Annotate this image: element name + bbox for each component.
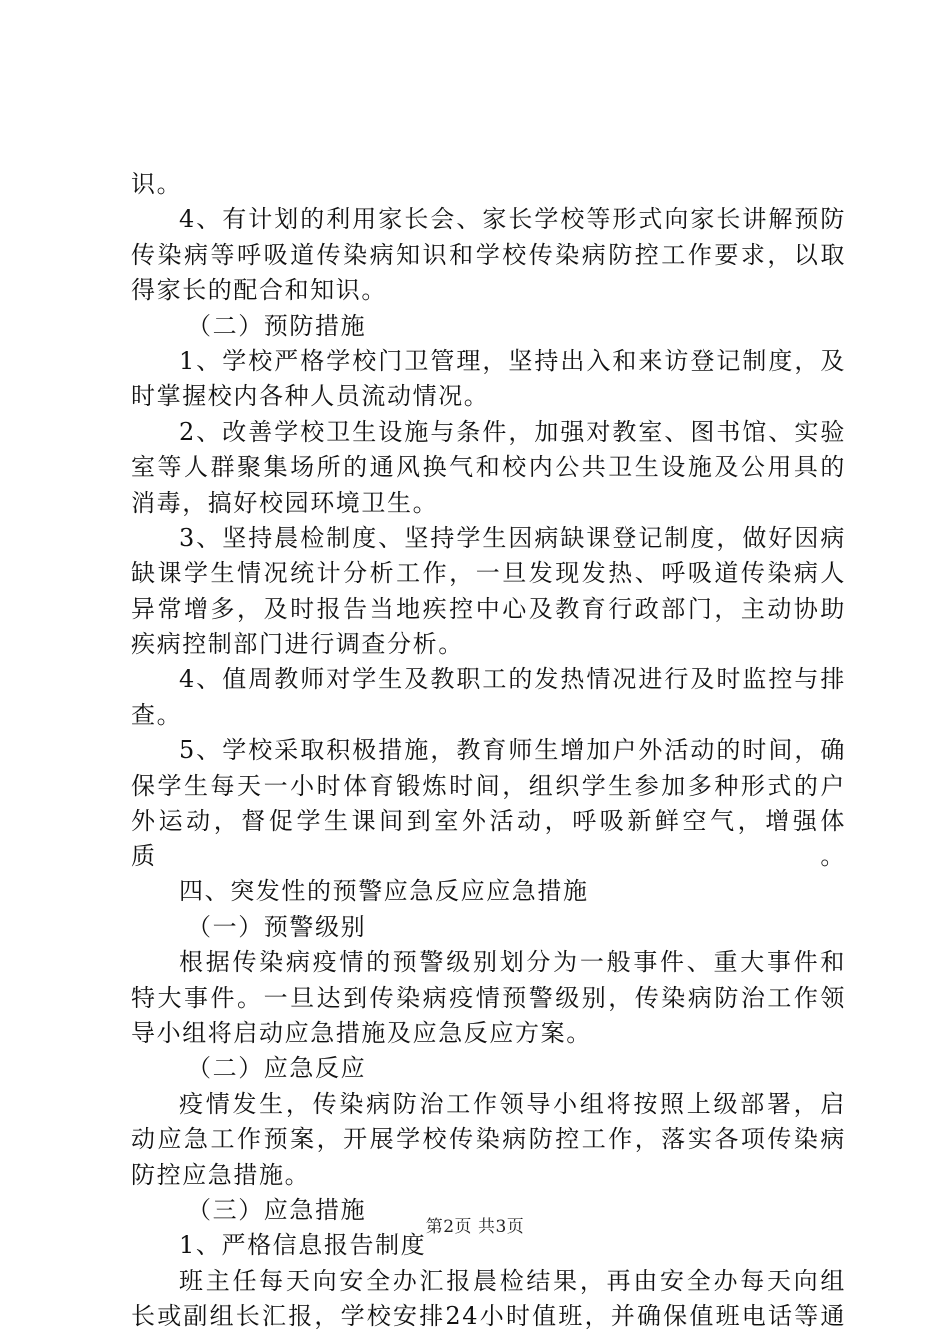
section-heading: 四、突发性的预警应急反应应急措施 (179, 877, 589, 906)
text-line: 1、学校严格学校门卫管理，坚持出入和来访登记制度，及 (179, 346, 846, 375)
text-line: 查。 (131, 700, 183, 729)
text-line: 2、改善学校卫生设施与条件，加强对教室、图书馆、实验 (179, 417, 846, 446)
text-line: 防控应急措施。 (131, 1160, 311, 1189)
text-line: 导小组将启动应急措施及应急反应方案。 (131, 1018, 592, 1047)
text-line: 外运动，督促学生课间到室外活动，呼吸新鲜空气，增强体质。 (131, 807, 846, 871)
text-line: 1、严格信息报告制度 (179, 1231, 427, 1260)
subsection-heading: （二）应急反应 (187, 1054, 367, 1083)
text-line: 缺课学生情况统计分析工作，一旦发现发热、呼吸道传染病人 (131, 559, 846, 588)
text-line: 消毒，搞好校园环境卫生。 (131, 488, 439, 517)
document-body (131, 167, 846, 1335)
text-line: 班主任每天向安全办汇报晨检结果，再由安全办每天向组 (179, 1266, 846, 1295)
section-heading: （二）预防措施 (187, 311, 367, 340)
text-line: 4、值周教师对学生及教职工的发热情况进行及时监控与排 (179, 665, 846, 694)
text-line: 疫情发生，传染病防治工作领导小组将按照上级部署，启 (179, 1089, 846, 1118)
text-line: 4、有计划的利用家长会、家长学校等形式向家长讲解预防 (179, 205, 846, 234)
text-line: 异常增多，及时报告当地疾控中心及教育行政部门，主动协助 (131, 594, 846, 623)
text-line: 3、坚持晨检制度、坚持学生因病缺课登记制度，做好因病 (179, 523, 846, 552)
text-line: 得家长的配合和知识。 (131, 276, 387, 305)
text-line: 根据传染病疫情的预警级别划分为一般事件、重大事件和 (179, 948, 846, 977)
page-number: 第2页 共3页 (425, 1217, 525, 1237)
text-line: 室等人群聚集场所的通风换气和校内公共卫生设施及公用具的 (131, 453, 846, 482)
text-line: 保学生每天一小时体育锻炼时间，组织学生参加多种形式的户 (131, 771, 846, 800)
text-line: 动应急工作预案，开展学校传染病防控工作，落实各项传染病 (131, 1125, 846, 1154)
subsection-heading: （三）应急措施 (187, 1195, 367, 1224)
text-line: 特大事件。一旦达到传染病疫情预警级别，传染病防治工作领 (131, 983, 846, 1012)
text-line: 长或副组长汇报，学校安排24小时值班，并确保值班电话等通 (131, 1302, 846, 1331)
text-line: 疾病控制部门进行调查分析。 (131, 630, 464, 659)
subsection-heading: （一）预警级别 (187, 912, 367, 941)
text-line: 识。 (131, 170, 183, 198)
text-line: 时掌握校内各种人员流动情况。 (131, 382, 490, 411)
text-line: 5、学校采取积极措施，教育师生增加户外活动的时间，确 (179, 736, 846, 765)
text-line: 传染病等呼吸道传染病知识和学校传染病防控工作要求，以取 (131, 240, 846, 269)
